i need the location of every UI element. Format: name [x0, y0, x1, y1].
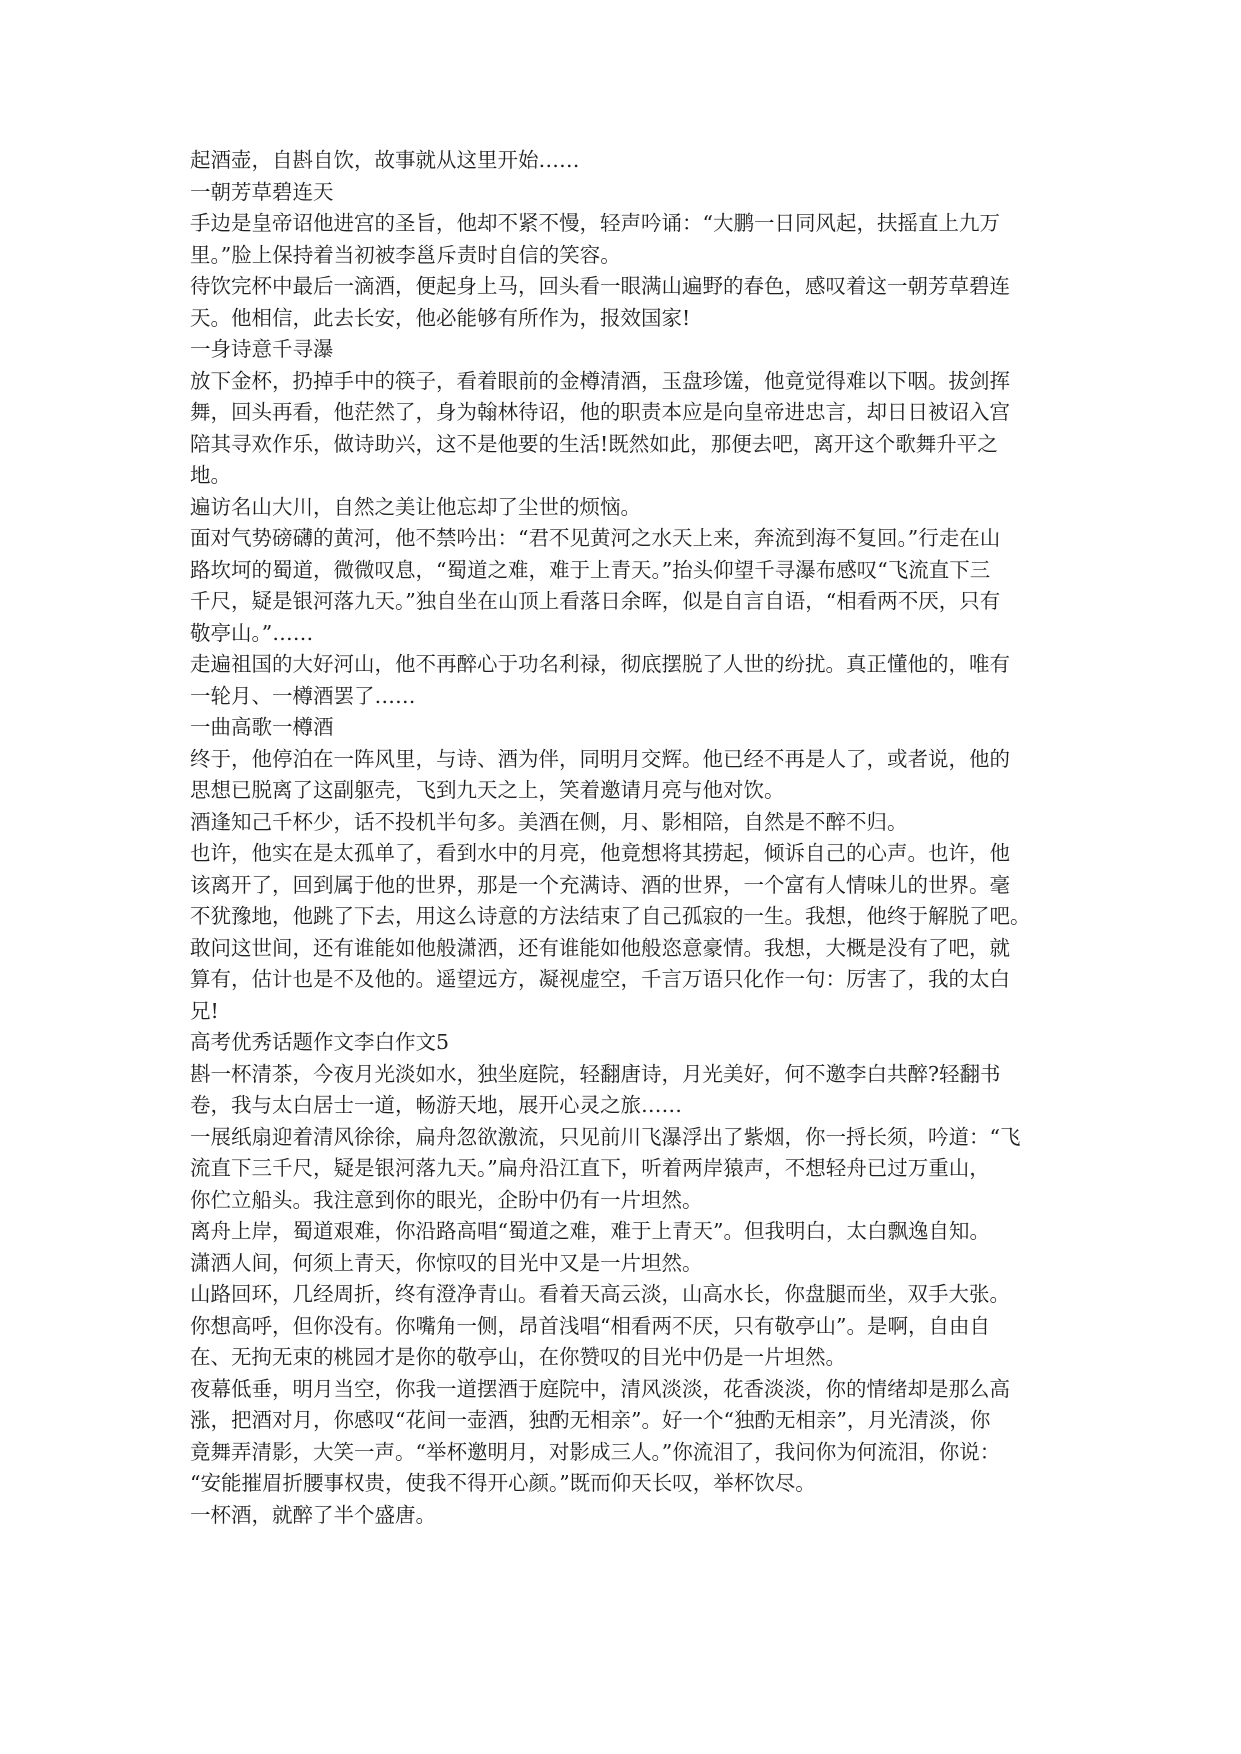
text-line: 斟一杯清茶，今夜月光淡如水，独坐庭院，轻翻唐诗，月光美好，何不邀李白共醉?轻翻书	[190, 1061, 1001, 1086]
text-line: 待饮完杯中最后一滴酒，便起身上马，回头看一眼满山遍野的春色，感叹着这一朝芳草碧连	[190, 274, 1010, 298]
text-line: 放下金杯，扔掉手中的筷子，看着眼前的金樽清酒，玉盘珍馐，他竟觉得难以下咽。拔剑挥	[190, 368, 1010, 393]
text-line: 该离开了，回到属于他的世界，那是一个充满诗、酒的世界，一个富有人情味儿的世界。毫	[190, 872, 1010, 897]
text-line: 走遍祖国的大好河山，他不再醉心于功名利禄，彻底摆脱了人世的纷扰。真正懂他的，唯有	[190, 652, 1010, 676]
text-line: 千尺，疑是银河落九天。”独自坐在山顶上看落日余晖，似是自言自语，“相看两不厌，只有	[190, 589, 1001, 613]
section-heading: 一曲高歌一樽酒	[190, 715, 334, 739]
text-line: 也许，他实在是太孤单了，看到水中的月亮，他竟想将其捞起，倾诉自己的心声。也许，他	[190, 841, 1010, 865]
text-line: 一杯酒，就醉了半个盛唐。	[190, 1502, 436, 1527]
text-line: 涨，把酒对月，你感叹“花间一壶酒，独酌无相亲”。好一个“独酌无相亲”，月光清淡，你	[190, 1408, 991, 1432]
text-line: 陪其寻欢作乐，做诗助兴，这不是他要的生活!既然如此，那便去吧，离开这个歌舞升平之	[190, 431, 998, 456]
text-line: 思想已脱离了这副躯壳，飞到九天之上，笑着邀请月亮与他对饮。	[190, 778, 785, 802]
text-line: 路坎坷的蜀道，微微叹息，“蜀道之难，难于上青天。”抬头仰望千寻瀑布感叹“飞流直下三	[190, 557, 991, 582]
text-line: 在、无拘无束的桃园才是你的敬亭山，在你赞叹的目光中仍是一片坦然。	[190, 1345, 846, 1369]
text-line: 手边是皇帝诏他进宫的圣旨，他却不紧不慢，轻声吟诵：“大鹏一日同风起，扶摇直上九万	[190, 211, 1000, 235]
text-line: 舞，回头再看，他茫然了，身为翰林待诏，他的职责本应是向皇帝进忠言，却日日被诏入宫	[190, 400, 1010, 424]
text-line: 天。他相信，此去长安，他必能够有所作为，报效国家!	[190, 305, 691, 330]
text-line: 起酒壶，自斟自饮，故事就从这里开始……	[190, 148, 580, 172]
text-line: 里。”脸上保持着当初被李邕斥责时自信的笑容。	[190, 242, 621, 267]
text-line: “安能摧眉折腰事权贵，使我不得开心颜。”既而仰天长叹，举杯饮尽。	[190, 1471, 816, 1495]
text-line: 你伫立船头。我注意到你的眼光，企盼中仍有一片坦然。	[190, 1187, 703, 1212]
text-line: 遍访名山大川，自然之美让他忘却了尘世的烦恼。	[190, 494, 641, 519]
text-line: 潇洒人间，何须上青天，你惊叹的目光中又是一片坦然。	[190, 1250, 703, 1275]
text-line: 夜幕低垂，明月当空，你我一道摆酒于庭院中，清风淡淡，花香淡淡，你的情绪却是那么高	[190, 1376, 1010, 1401]
text-line: 面对气势磅礴的黄河，他不禁吟出：“君不见黄河之水天上来，奔流到海不复回。”行走在山	[190, 526, 1001, 550]
text-line: 算有，估计也是不及他的。遥望远方，凝视虚空，千言万语只化作一句：厉害了，我的太白	[190, 967, 1010, 991]
text-line: 酒逢知己千杯少，话不投机半句多。美酒在侧，月、影相陪，自然是不醉不归。	[190, 809, 908, 834]
text-line: 你想高呼，但你没有。你嘴角一侧，昂首浅唱“相看两不厌，只有敬亭山”。是啊，自由自	[190, 1313, 990, 1338]
document-page	[190, 145, 1060, 1531]
text-line: 不犹豫地，他跳了下去，用这么诗意的方法结束了自己孤寂的一生。我想，他终于解脱了吧。	[190, 904, 1031, 928]
text-line: 终于，他停泊在一阵风里，与诗、酒为伴，同明月交辉。他已经不再是人了，或者说，他的	[190, 746, 1010, 771]
text-line: 竟舞弄清影，大笑一声。“举杯邀明月，对影成三人。”你流泪了，我问你为何流泪，你说：	[190, 1439, 1001, 1464]
text-line: 兄!	[190, 998, 219, 1023]
essay-title: 高考优秀话题作文李白作文5	[190, 1030, 450, 1054]
text-line: 敢问这世间，还有谁能如他般潇洒，还有谁能如他般恣意豪情。我想，大概是没有了吧，就	[190, 935, 1010, 960]
section-heading: 一朝芳草碧连天	[190, 179, 334, 204]
text-line: 地。	[190, 463, 231, 487]
text-line: 山路回环，几经周折，终有澄净青山。看着天高云淡，山高水长，你盘腿而坐，双手大张。	[190, 1282, 1010, 1306]
text-line: 流直下三千尺，疑是银河落九天。”扁舟沿江直下，听着两岸猿声，不想轻舟已过万重山，	[190, 1156, 990, 1180]
text-line: 卷，我与太白居士一道，畅游天地，展开心灵之旅……	[190, 1093, 682, 1117]
text-line: 离舟上岸，蜀道艰难，你沿路高唱“蜀道之难，难于上青天”。但我明白，太白飘逸自知。	[190, 1219, 990, 1243]
text-line: 一展纸扇迎着清风徐徐，扁舟忽欲激流，只见前川飞瀑浮出了紫烟，你一捋长须，吟道：“飞	[190, 1124, 1021, 1149]
section-heading: 一身诗意千寻瀑	[190, 337, 334, 361]
text-line: 敬亭山。”……	[190, 620, 314, 645]
text-line: 一轮月、一樽酒罢了……	[190, 683, 416, 708]
